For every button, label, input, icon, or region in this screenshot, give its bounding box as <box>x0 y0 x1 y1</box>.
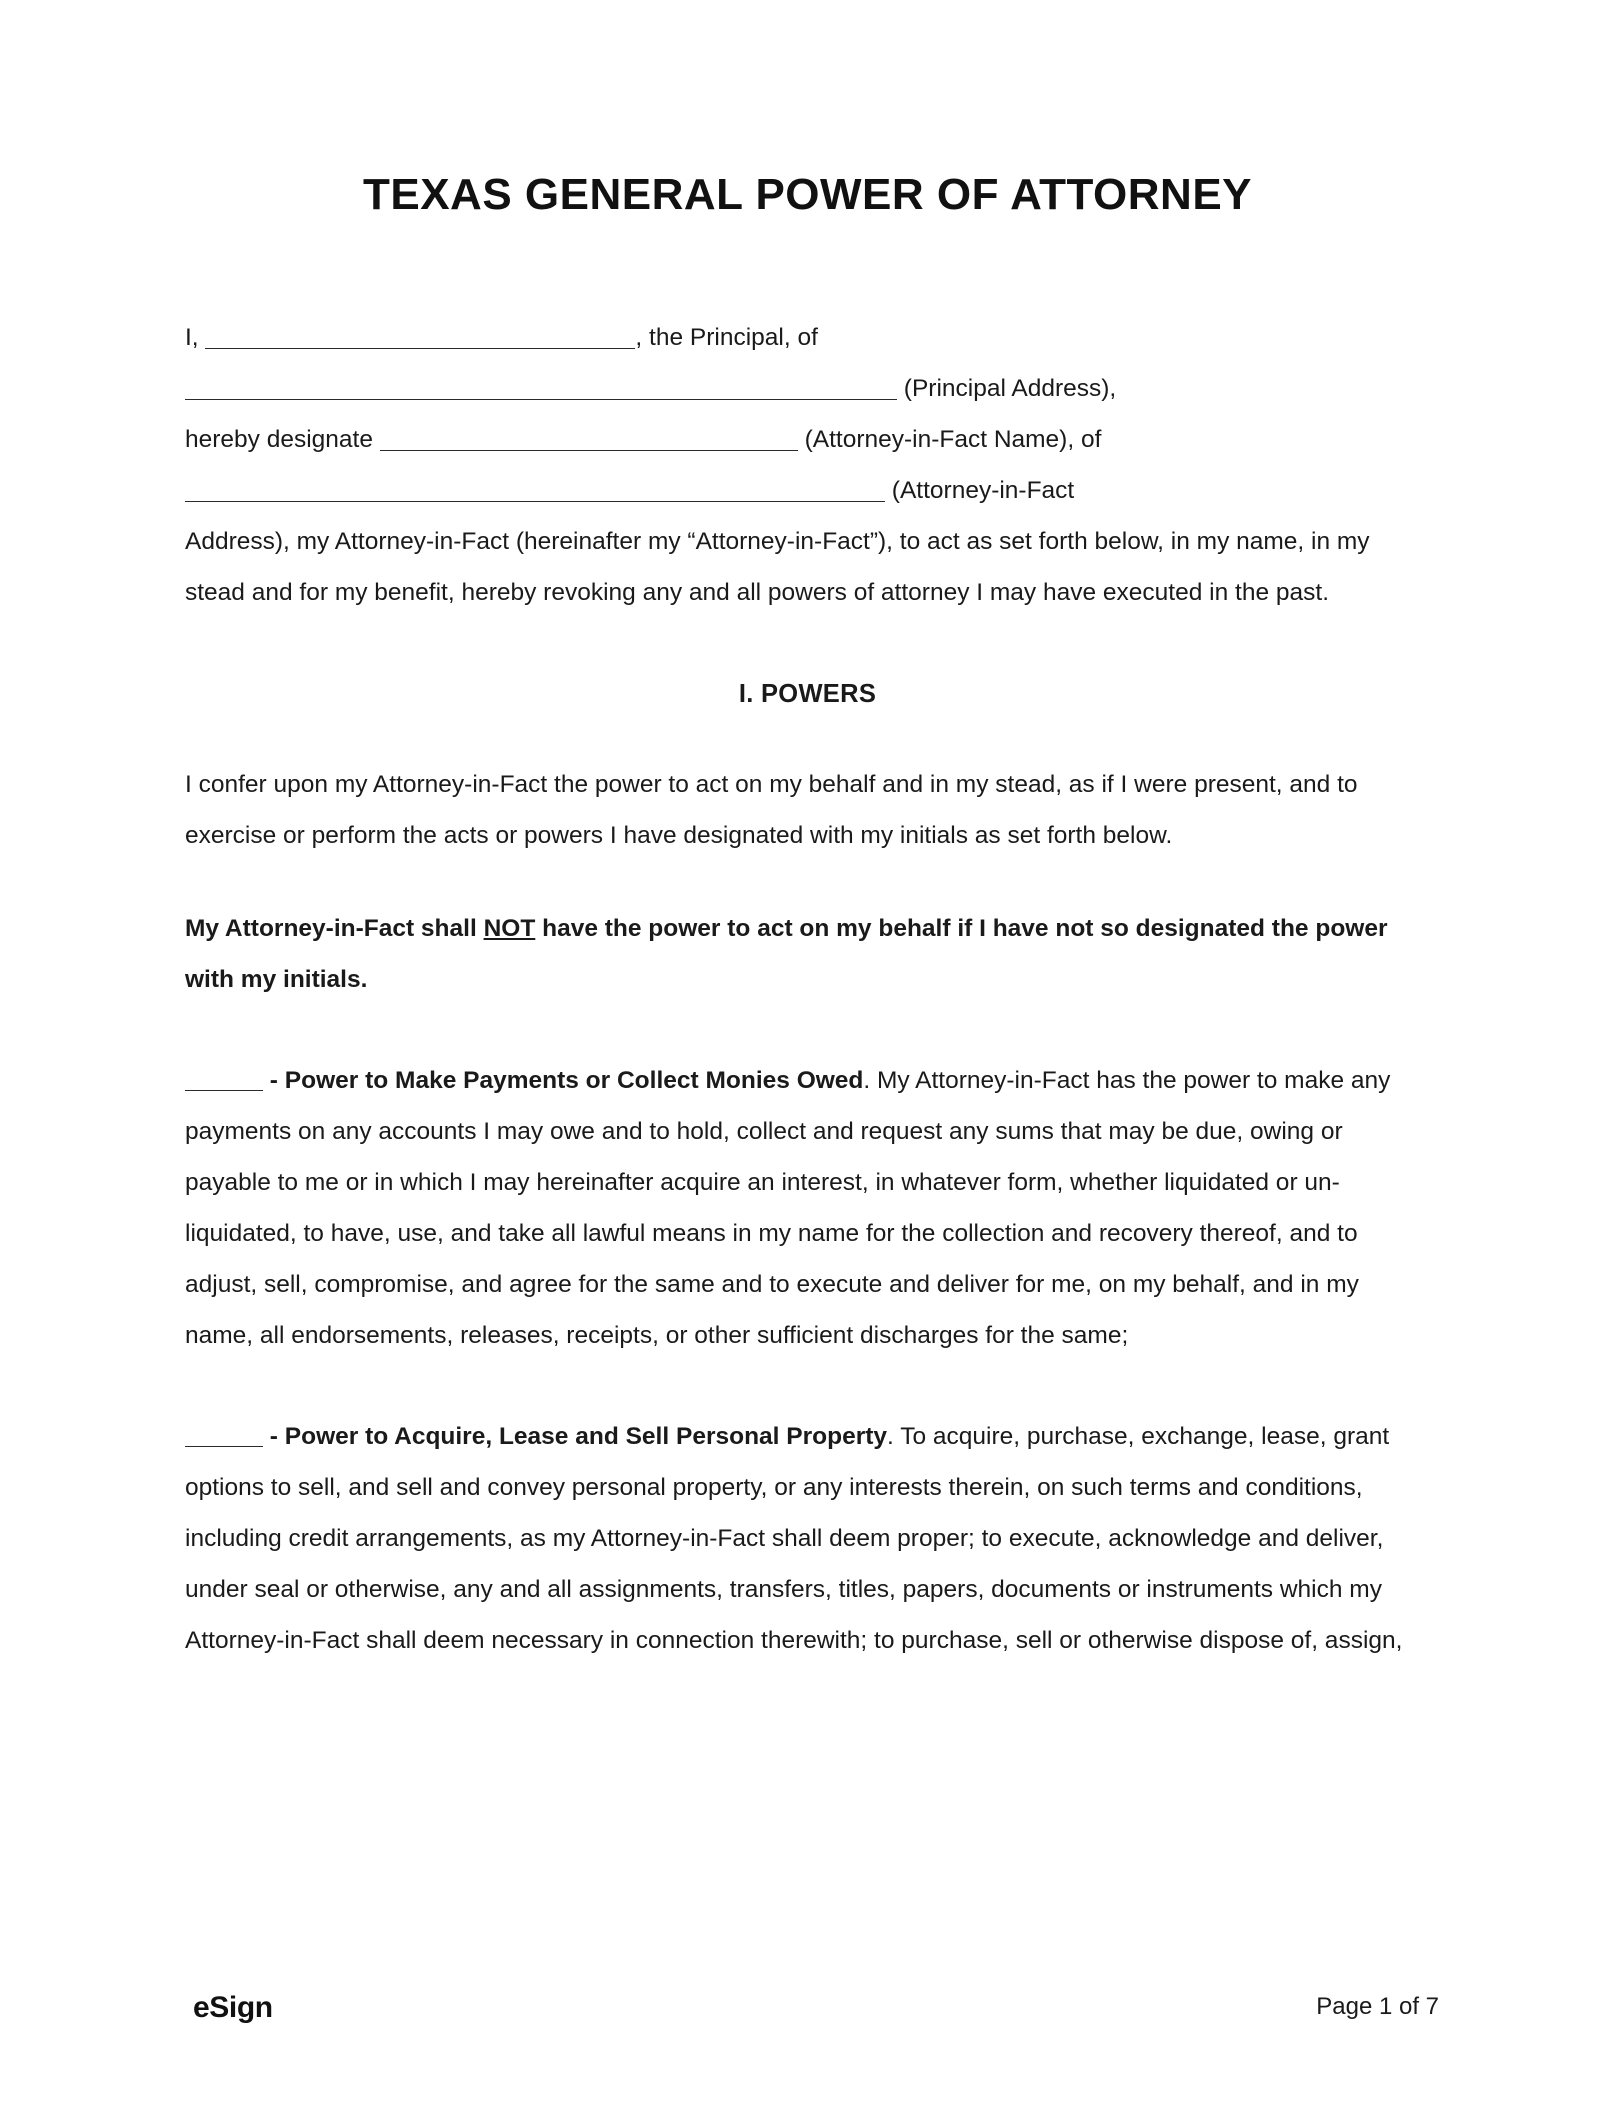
initials-field-personal-property[interactable] <box>185 1426 263 1447</box>
document-content <box>185 0 1430 1666</box>
principal-name-field[interactable] <box>205 326 635 349</box>
intro-line-3-prefix: hereby designate <box>185 426 380 453</box>
powers-paragraph-2-not: NOT <box>483 915 536 942</box>
attorney-in-fact-address-field[interactable] <box>185 479 885 502</box>
initials-field-payments[interactable] <box>185 1070 263 1091</box>
intro-line-2-suffix: (Principal Address), <box>897 375 1117 402</box>
power-item-payments-text: . My Attorney-in-Fact has the power to make any payments on any accounts I may owe and to hold, collect and request any sums that may be due, owing or payable to me or in which I may hereinafter acquire an interest, in whatever form, whether liquidated or un-liquidated, to have, use, and take all lawful means in my name for the collection and recovery thereof, and to adjust, sell, compromise, and agree for the same and to execute and deliver for me, on my behalf, and in my name, all endorsements, releases, receipts, or other sufficient discharges for the same; <box>185 1067 1391 1349</box>
power-item-payments-label: - Power to Make Payments or Collect Monies Owed <box>263 1067 864 1094</box>
attorney-in-fact-name-field[interactable] <box>380 428 798 451</box>
powers-paragraph-2-part-b: have the power to act on my behalf if I have not so designated the power with my initials. <box>185 915 1388 993</box>
page-number: Page 1 of 7 <box>1316 1993 1439 2020</box>
intro-line-1 <box>185 312 1430 363</box>
powers-paragraph-2-part-a: My Attorney-in-Fact shall <box>185 915 484 942</box>
page-footer <box>185 1985 1439 2025</box>
power-item-personal-property-text: . To acquire, purchase, exchange, lease, grant options to sell, and sell and convey personal property, or any interests therein, on such terms and conditions, including credit arrangements, as my Attorney-in-Fact shall deem proper; to execute, acknowledge and deliver, under seal or otherwise, any and all assignments, transfers, titles, papers, documents or instruments which my Attorney-in-Fact shall deem necessary in connection therewith; to purchase, sell or otherwise dispose of, assign, <box>185 1423 1403 1654</box>
section-heading-powers: I. POWERS <box>738 680 877 708</box>
intro-block <box>185 312 1430 618</box>
intro-line-1-prefix: I, <box>185 324 206 351</box>
power-item-personal-property-label: - Power to Acquire, Lease and Sell Personal Property <box>263 1423 888 1450</box>
intro-line-4-suffix: (Attorney-in-Fact <box>885 477 1075 504</box>
powers-paragraph-1: I confer upon my Attorney-in-Fact the power to act on my behalf and in my stead, as if I were present, and to exercise or perform the acts or powers I have designated with my initials as set forth below. <box>185 771 1358 849</box>
power-item-payments <box>185 1005 1430 1361</box>
intro-line-3-suffix: (Attorney-in-Fact Name), of <box>797 426 1102 453</box>
principal-address-field[interactable] <box>185 377 897 400</box>
intro-line-4 <box>185 465 1430 516</box>
intro-line-2 <box>185 363 1430 414</box>
intro-paragraph-tail: Address), my Attorney-in-Fact (hereinafter my “Attorney-in-Fact”), to act as set forth below, in my name, in my stead and for my benefit, hereby revoking any and all powers of attorney I may have executed in the past. <box>185 528 1370 606</box>
power-item-personal-property <box>185 1361 1430 1666</box>
intro-line-1-suffix: , the Principal, of <box>635 324 818 351</box>
page-title: TEXAS GENERAL POWER OF ATTORNEY <box>362 170 1253 219</box>
esign-logo: eSign <box>193 1991 273 2024</box>
intro-line-3 <box>185 414 1430 465</box>
powers-paragraph-2 <box>185 861 1430 1005</box>
